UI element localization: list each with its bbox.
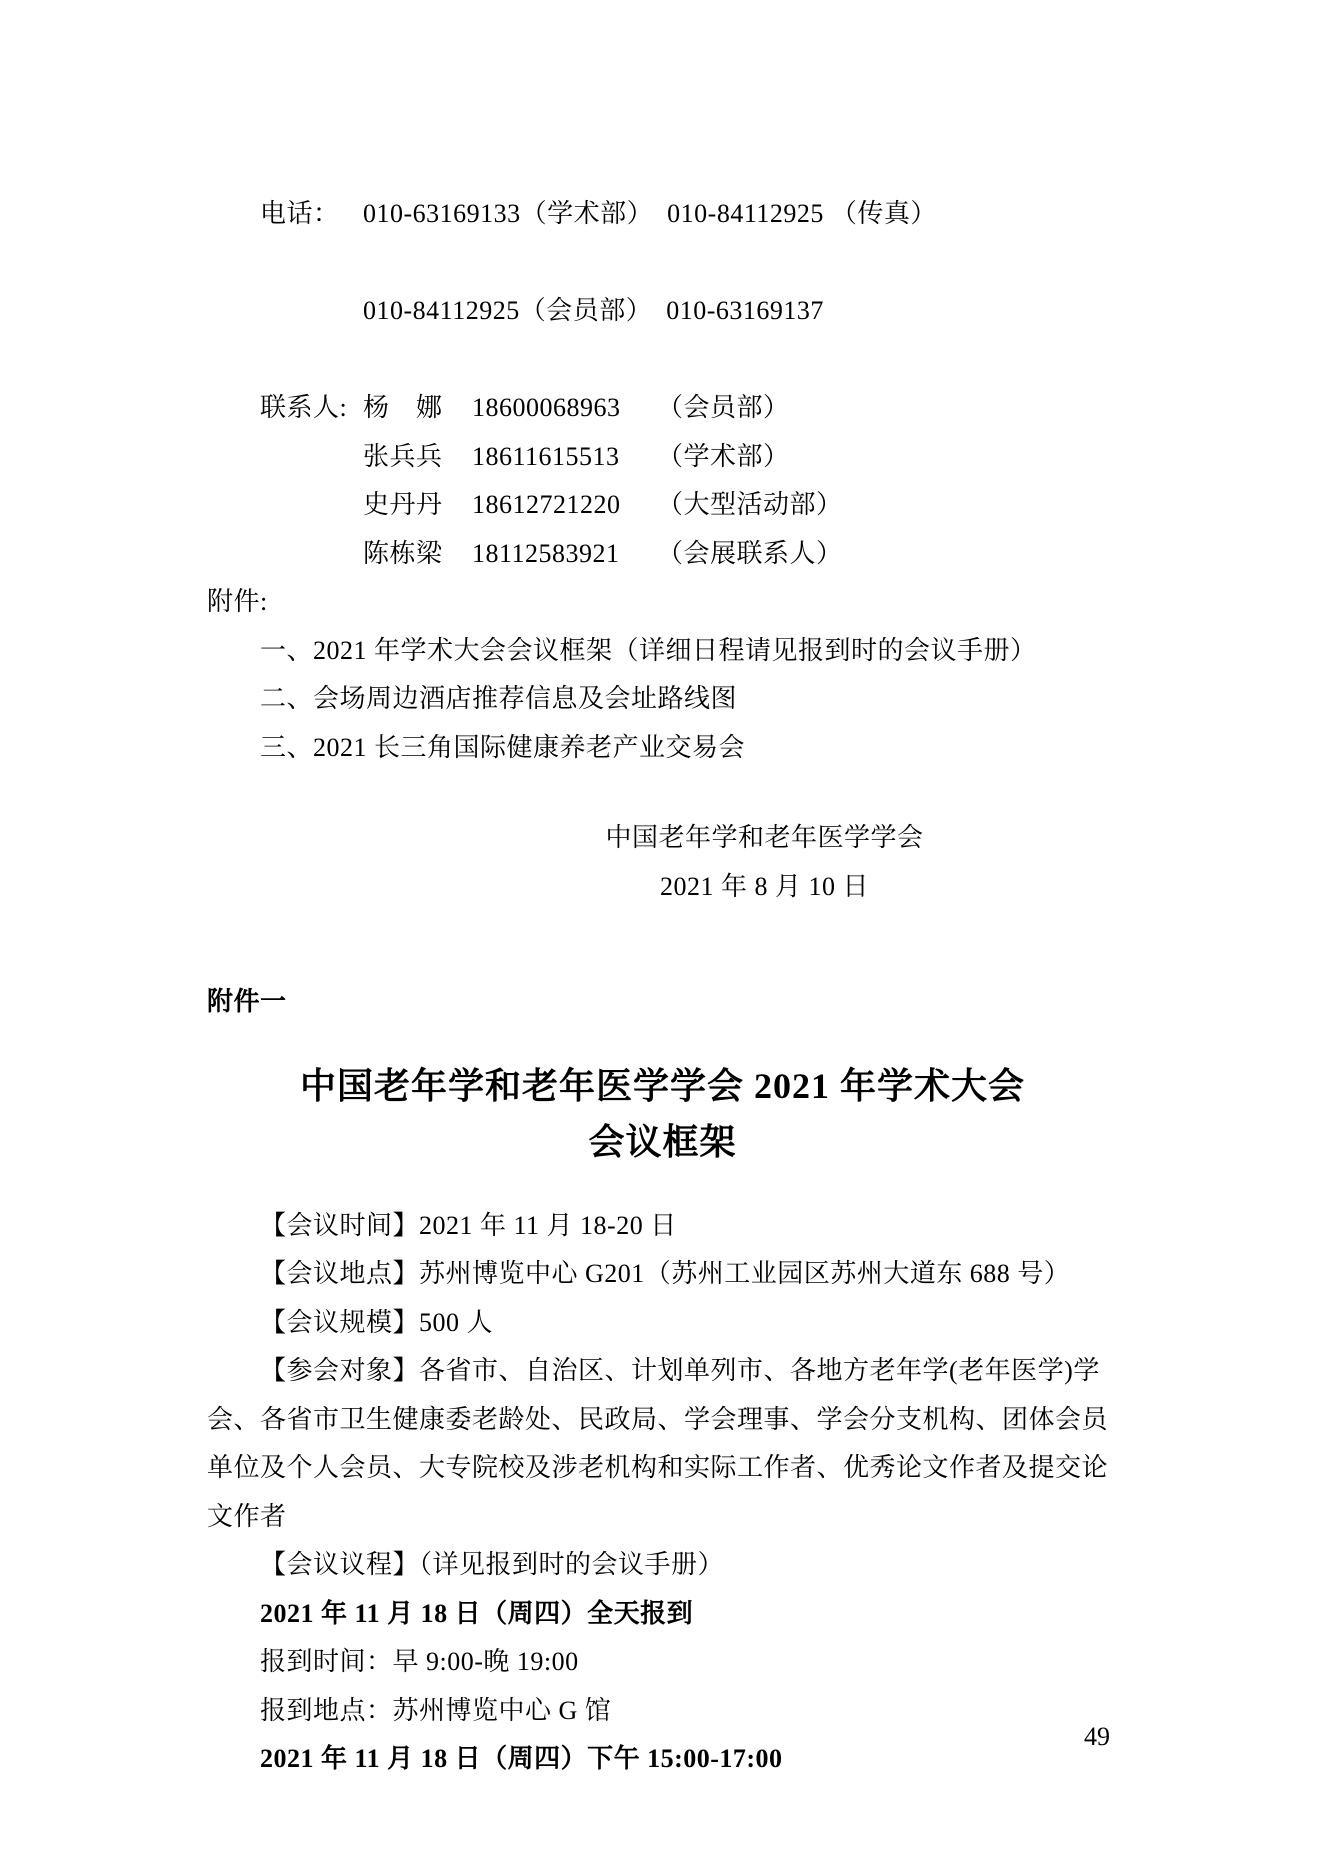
phone-line-2 (207, 239, 1118, 385)
phone-label: 电话： (260, 199, 340, 228)
contact-label-spacer (260, 433, 363, 482)
signature-block (207, 814, 1118, 911)
contact-row (207, 481, 1118, 530)
contact-dept: （会展联系人） (657, 538, 843, 568)
contact-dept: （会员部） (657, 393, 790, 422)
contact-name: 史丹丹 (363, 490, 443, 519)
checkin-place-line: 报到地点：苏州博览中心 G 馆 (260, 1695, 612, 1725)
contact-phone: 18600068963 (472, 393, 621, 422)
contact-dept: （学术部） (657, 441, 790, 471)
checkin-time-line: 报到时间：早 9:00-晚 19:00 (260, 1647, 579, 1676)
participants-line-2: 会、各省市卫生健康委老龄处、民政局、学会理事、学会分支机构、团体会员 (207, 1404, 1109, 1434)
phone-numbers-1: 010-63169133（学术部） 010-84112925 （传真） (363, 199, 937, 228)
attachment-one-label: 附件一 (207, 987, 287, 1016)
contact-phone: 18112583921 (472, 538, 620, 568)
contact-row (207, 384, 1118, 433)
signature-organization: 中国老年学和老年医学学会 (605, 823, 924, 852)
participants-line-1: 【参会对象】各省市、自治区、计划单列市、各地方老年学(老年医学)学 (260, 1356, 1100, 1385)
signature-date: 2021 年 8 月 10 日 (659, 871, 869, 901)
conference-title-line1: 中国老年学和老年医学学会 2021 年学术大会 (299, 1065, 1025, 1106)
phone-line-1 (207, 190, 1118, 239)
contact-label: 联系人: (260, 393, 348, 422)
participants-line-4: 文作者 (207, 1501, 287, 1531)
attachment-item-3: 三、2021 长三角国际健康养老产业交易会 (260, 732, 746, 762)
meeting-place-line: 【会议地点】苏州博览中心 G201（苏州工业园区苏州大道东 688 号） (260, 1259, 1071, 1288)
contact-label-spacer (260, 481, 363, 530)
contact-name: 杨 娜 (363, 393, 443, 422)
contact-name: 陈栋梁 (363, 538, 443, 568)
contact-row (207, 433, 1118, 482)
contact-label-spacer (260, 530, 363, 579)
schedule-day1-pm-heading: 2021 年 11 月 18 日（周四）下午 15:00-17:00 (260, 1744, 783, 1773)
contact-phone: 18611615513 (472, 441, 620, 471)
conference-title (207, 1058, 1118, 1170)
contact-dept: （大型活动部） (657, 490, 843, 519)
agenda-label-line: 【会议议程】（详见报到时的会议手册） (260, 1550, 725, 1579)
contact-phone: 18612721220 (472, 490, 621, 519)
attachment-item-1: 一、2021 年学术大会会议框架（详细日程请见报到时的会议手册） (260, 635, 1037, 665)
participants-line-3: 单位及个人会员、大专院校及涉老机构和实际工作者、优秀论文作者及提交论 (207, 1453, 1109, 1482)
meeting-info-block (207, 1202, 1118, 1784)
meeting-scale-line: 【会议规模】500 人 (260, 1307, 494, 1337)
contact-row (207, 530, 1118, 579)
attachment-item-2: 二、会场周边酒店推荐信息及会址路线图 (260, 684, 738, 713)
meeting-time-line: 【会议时间】2021 年 11 月 18-20 日 (260, 1210, 677, 1240)
attachments-label: 附件: (207, 587, 268, 616)
contact-name: 张兵兵 (363, 441, 443, 471)
page-number: 49 (1084, 1722, 1110, 1751)
phone-numbers-2: 010-84112925（会员部） 010-63169137 (363, 296, 824, 325)
conference-title-line2: 会议框架 (588, 1121, 737, 1162)
schedule-day1-heading: 2021 年 11 月 18 日（周四）全天报到 (260, 1598, 694, 1628)
